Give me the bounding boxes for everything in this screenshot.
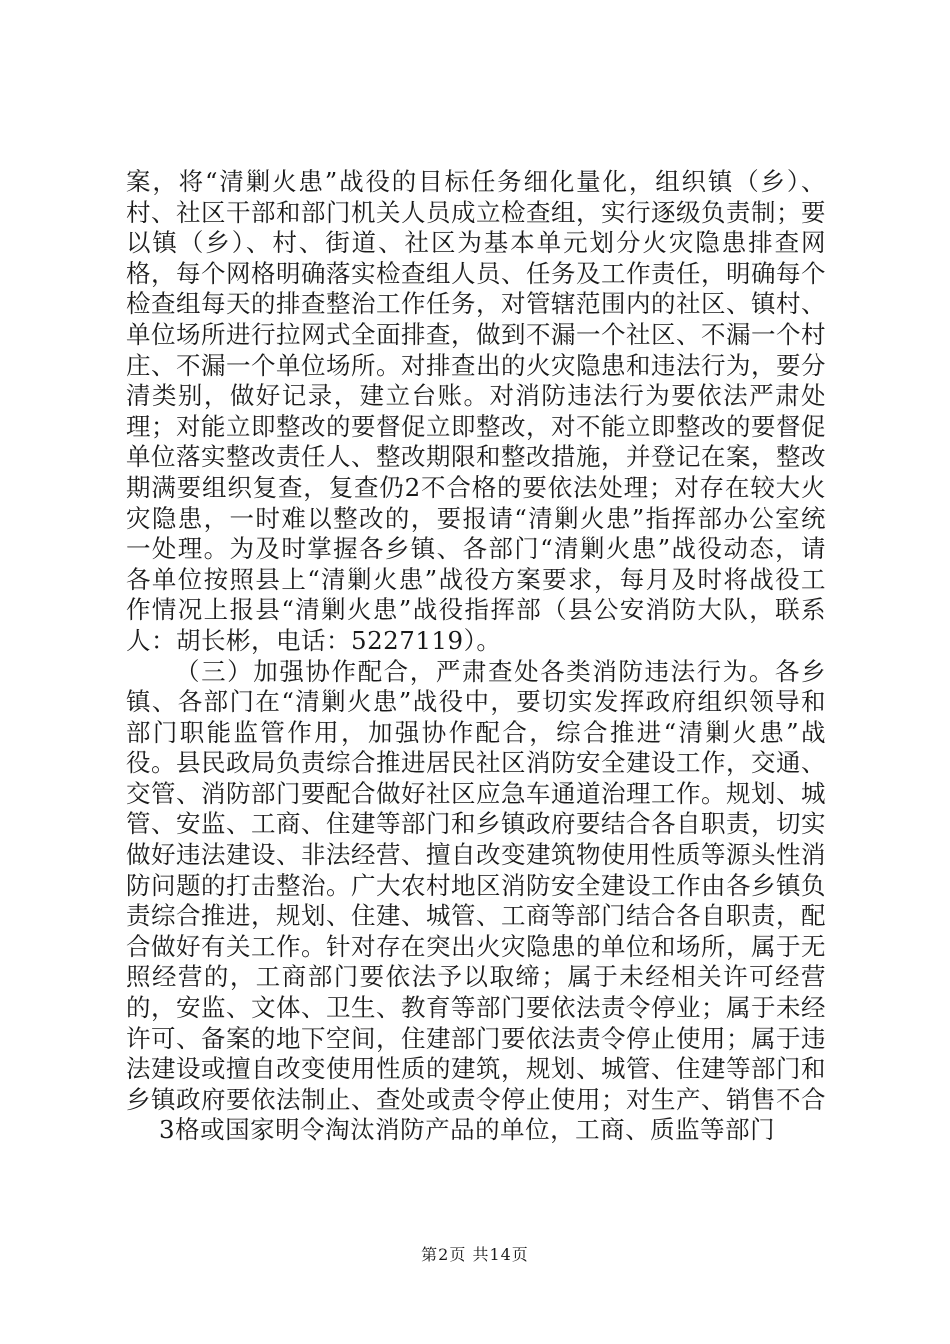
paragraph-continued: 案，将“清剿火患”战役的目标任务细化量化，组织镇（乡）、村、社区干部和部门机关人员成立检查组，实行逐级负责制；要以镇（乡）、村、街道、社区为基本单元划分火灾隐患排查网格，每个网格明确落实检查组人员、任务及工作责任，明确每个检查组每天的排查整治工作任务，对管辖范围内的社区、镇村、单位场所进行拉网式全面排查，做到不漏一个社区、不漏一个村庄、不漏一个单位场所。对排查出的火灾隐患和违法行为，要分清类别，做好记录，建立台账。对消防违法行为要依法严肃处理；对能立即整改的要督促立即整改，对不能立即整改的要督促单位落实整改责任人、整改期限和整改措施，并登记在案，整改期满要组织复查，复查仍2不合格的要依法处理；对存在较大火灾隐患，一时难以整改的，要报请“清剿火患”指挥部办公室统一处理。为及时掌握各乡镇、各部门“清剿火患”战役动态，请各单位按照县上“清剿火患”战役方案要求，每月及时将战役工作情况上报县“清剿火患”战役指挥部（县公安消防大队，联系人：胡长彬，电话：5227119）。 <box>126 167 826 655</box>
paragraph-next: 3格或国家明令淘汰消防产品的单位，工商、质监等部门 <box>159 1115 776 1145</box>
paragraph-section-three: （三）加强协作配合，严肃查处各类消防违法行为。各乡镇、各部门在“清剿火患”战役中，要切实发挥政府组织领导和部门职能监管作用，加强协作配合，综合推进“清剿火患”战役。县民政局负责综合推进居民社区消防安全建设工作，交通、交管、消防部门要配合做好社区应急车通道治理工作。规划、城管、安监、工商、住建等部门和乡镇政府要结合各自职责，切实做好违法建设、非法经营、擅自改变建筑物使用性质等源头性消防问题的打击整治。广大农村地区消防安全建设工作由各乡镇负责综合推进，规划、住建、城管、工商等部门结合各自职责，配合做好有关工作。针对存在突出火灾隐患的单位和场所，属于无照经营的，工商部门要依法予以取缔；属于未经相关许可经营的，安监、文体、卫生、教育等部门要依法责令停业；属于未经许可、备案的地下空间，住建部门要依法责令停止使用；属于违法建设或擅自改变使用性质的建筑，规划、城管、住建等部门和乡镇政府要依法制止、查处或责令停止使用；对生产、销售不合 <box>126 656 826 1114</box>
document-body <box>126 167 826 1146</box>
page-footer: 第2页 共14页 <box>421 1245 529 1264</box>
